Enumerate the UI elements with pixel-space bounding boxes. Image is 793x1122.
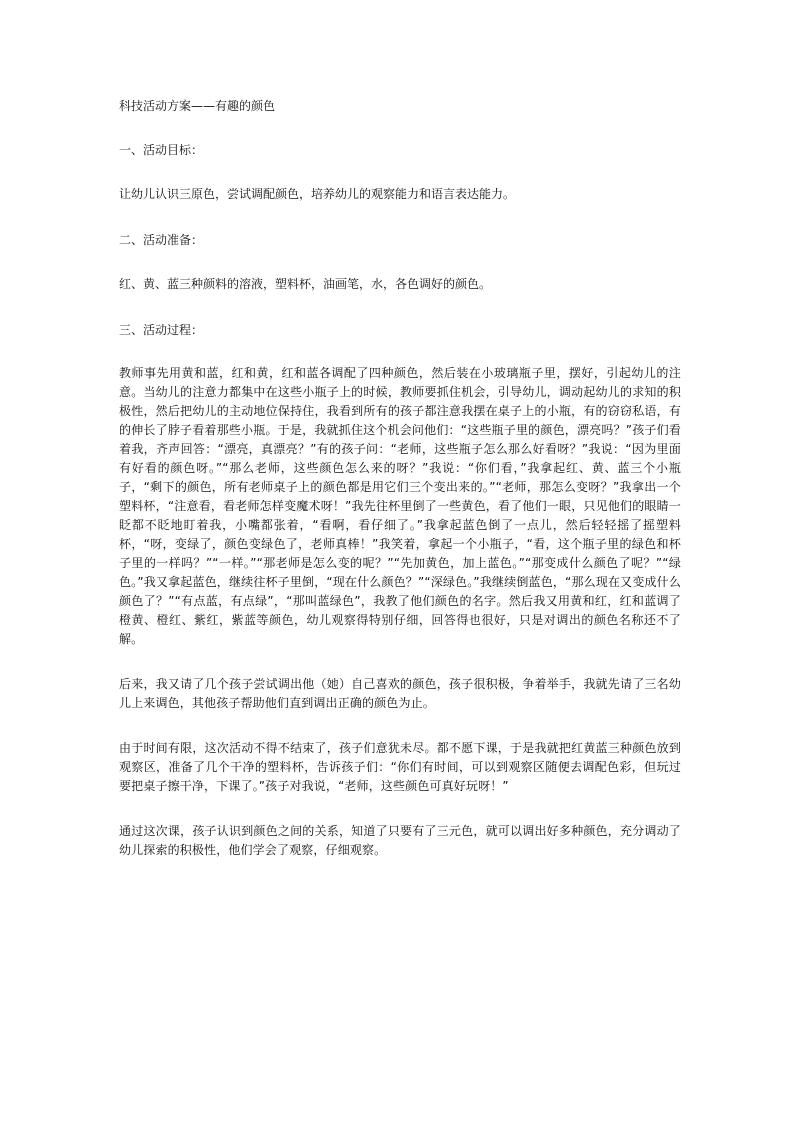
process-paragraph-1: 教师事先用黄和蓝，红和黄，红和蓝各调配了四种颜色，然后装在小玻璃瓶子里，摆好，引起幼儿的注意。当幼儿的注意力都集中在这些小瓶子上的时候，教师要抓住机会，引导幼儿，调动起幼儿的求知的积极性，然后把幼儿的主动地位保持住，我看到所有的孩子都注意我摆在桌子上的小瓶，有的窃窃私语，有的伸长了脖子看着那些小瓶。于是，我就抓住这个机会问他们：“这些瓶子里的颜色，漂亮吗？”孩子们看着我，齐声回答：“漂亮，真漂亮？”有的孩子问：“老师，这些瓶子怎么那么好看呀？”我说：“因为里面有好看的颜色呀。”“那么老师，这些颜色怎么来的呀？”我说：“你们看，”我拿起红、黄、蓝三个小瓶子，“剩下的颜色，所有老师桌子上的颜色都是用它们三个变出来的。”“老师，那怎么变呀？”我拿出一个塑料杯，“注意看，看老师怎样变魔术呀！”我先往杯里倒了一些黄色，看了他们一眼，只见他们的眼睛一眨都不眨地盯着我，小嘴都张着，“看啊，看仔细了。”我拿起蓝色倒了一点儿，然后轻轻摇了摇塑料杯，“呀，变绿了，颜色变绿色了，老师真棒！”我笑着，拿起一个小瓶子，“看，这个瓶子里的绿色和杯子里的一样吗？”“一样。”“那老师是怎么变的呢？”“先加黄色，加上蓝色。”“那变成什么颜色了呢？”“绿色。”我又拿起蓝色，继续往杯子里倒，“现在什么颜色？”“深绿色。”我继续倒蓝色，“那么现在又变成什么颜色了？”“有点蓝，有点绿”，“那叫蓝绿色”，我教了他们颜色的名字。然后我又用黄和红，红和蓝调了橙黄、橙红、紫红，紫蓝等颜色，幼儿观察得特别仔细，回答得也很好，只是对调出的颜色名称还不了解。 xyxy=(119,366,681,646)
section-heading-goals: 一、活动目标： xyxy=(119,143,204,157)
section-text-goals: 让幼儿认识三原色，尝试调配颜色，培养幼儿的观察能力和语言表达能力。 xyxy=(119,187,516,201)
process-paragraph-2: 后来，我又请了几个孩子尝试调出他（她）自己喜欢的颜色，孩子很积极，争着举手，我就先请了三名幼儿上来调色，其他孩子帮助他们直到调出正确的颜色为止。 xyxy=(119,677,681,710)
section-heading-process: 三、活动过程： xyxy=(119,323,204,337)
summary-paragraph: 通过这次课，孩子认识到颜色之间的关系，知道了只要有了三元色，就可以调出好多种颜色，充分调动了幼儿探索的积极性，他们学会了观察，仔细观察。 xyxy=(119,824,681,857)
document-title: 科技活动方案——有趣的颜色 xyxy=(119,99,276,113)
process-paragraph-3: 由于时间有限，这次活动不得不结束了，孩子们意犹未尽。都不愿下课，于是我就把红黄蓝三种颜色放到观察区，准备了几个干净的塑料杯，告诉孩子们：“你们有时间，可以到观察区随便去调配色彩，但玩过要把桌子擦干净，下课了。”孩子对我说，“老师，这些颜色可真好玩呀！” xyxy=(119,741,681,793)
section-text-preparation: 红、黄、蓝三种颜料的溶液，塑料杯，油画笔，水，各色调好的颜色。 xyxy=(119,277,492,291)
section-heading-preparation: 二、活动准备： xyxy=(119,233,204,247)
document-page xyxy=(119,96,681,886)
